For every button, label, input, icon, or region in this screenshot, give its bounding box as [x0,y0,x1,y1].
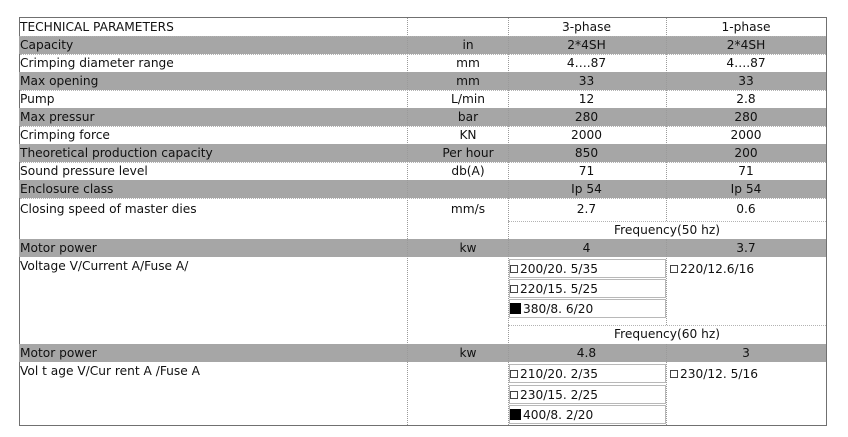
table-row [19,108,826,126]
row-unit: kw [459,346,477,360]
row-3-phase-value: 280 [574,110,599,124]
row-parameter: Max opening [20,74,99,88]
row-parameter: Motor power [20,241,97,255]
row-1-phase-value: Ip 54 [730,182,762,196]
row-parameter: Voltage V/Current A/Fuse A/ [20,259,189,273]
row-unit: KN [459,128,477,142]
row-parameter: Closing speed of master dies [20,202,197,216]
row-parameter: Crimping force [20,128,110,142]
option-label: 230/15. 2/25 [520,387,598,402]
option-label: 230/12. 5/16 [680,366,758,381]
motor-power-row-60hz [19,344,826,362]
checkbox-empty-icon [670,370,678,378]
row-parameter: Motor power [20,346,97,360]
checkbox-empty-icon [510,265,518,273]
voltage-option-3-phase[interactable] [509,279,666,298]
row-3-phase-value: 12 [578,92,595,106]
row-1-phase-value: 33 [738,74,754,88]
table-row [19,54,826,72]
row-divider [20,54,826,55]
row-3-phase-value: 2000 [570,128,603,142]
table-row [19,144,826,162]
column-divider [666,18,667,221]
checkbox-filled-icon [510,409,521,420]
row-divider [508,325,826,326]
row-1-phase-value: 2.8 [736,92,756,106]
row-3-phase-value: 33 [578,74,595,88]
table-row [19,36,826,54]
voltage-option-3-phase[interactable] [509,299,666,318]
header-parameter: TECHNICAL PARAMETERS [20,20,174,34]
row-1-phase-value: 2*4SH [726,38,766,52]
row-3-phase-value: 4 [582,241,591,255]
row-3-phase-value: 4….87 [566,56,607,70]
row-1-phase-value: 0.6 [736,202,756,216]
checkbox-filled-icon [510,303,521,314]
row-1-phase-value: 71 [738,164,754,178]
checkbox-empty-icon [510,285,518,293]
table-row [19,72,826,90]
option-label: 210/20. 2/35 [520,366,598,381]
checkbox-empty-icon [510,370,518,378]
voltage-option-3-phase[interactable] [509,259,666,278]
row-1-phase-value: 200 [734,146,758,160]
frequency-50hz-label: Frequency(50 hz) [614,223,720,237]
row-parameter: Vol t age V/Cur rent A /Fuse A [20,364,200,378]
row-3-phase-value: 2.7 [576,202,597,216]
row-3-phase-value: 2*4SH [567,38,606,52]
row-1-phase-value: 280 [734,110,758,124]
row-parameter: Max pressur [20,110,95,124]
row-unit: mm/s [450,202,486,216]
row-3-phase-value: 71 [578,164,595,178]
row-unit: mm [456,56,480,70]
motor-power-row-50hz [19,239,826,257]
row-3-phase-value: 850 [574,146,599,160]
column-divider [666,239,667,325]
row-unit: L/min [451,92,485,106]
column-divider [407,18,408,425]
row-divider [20,36,826,37]
option-label: 220/12.6/16 [680,261,755,276]
option-label: 220/15. 5/25 [520,281,598,296]
row-divider [20,126,826,127]
table-header-row [19,18,826,36]
row-parameter: Capacity [20,38,74,52]
row-1-phase-value: 4….87 [726,56,766,70]
voltage-option-3-phase[interactable] [509,364,666,383]
row-3-phase-value: Ip 54 [571,182,602,196]
row-divider [20,90,826,91]
row-divider [20,162,826,163]
header-1-phase: 1-phase [721,20,771,34]
row-1-phase-value: 3 [742,346,750,360]
row-unit: Per hour [442,146,494,160]
column-divider [666,344,667,425]
row-3-phase-value: 4.8 [576,346,597,360]
voltage-option-3-phase[interactable] [509,385,666,404]
table-row [19,90,826,108]
checkbox-empty-icon [670,265,678,273]
checkbox-empty-icon [510,391,518,399]
table-row [19,162,826,180]
row-1-phase-value: 3.7 [736,241,756,255]
row-unit: bar [457,110,479,124]
option-label: 200/20. 5/35 [520,261,598,276]
row-unit: in [462,38,474,52]
option-label: 400/8. 2/20 [523,407,594,422]
row-parameter: Theoretical production capacity [20,146,213,160]
voltage-option-1-phase[interactable] [670,259,820,278]
table-row [19,180,826,198]
table-row [19,198,826,220]
voltage-option-3-phase[interactable] [509,405,666,424]
frequency-60hz-label: Frequency(60 hz) [614,327,720,341]
row-parameter: Crimping diameter range [20,56,174,70]
row-unit: kw [459,241,477,255]
voltage-option-1-phase[interactable] [670,364,820,383]
table-row [19,126,826,144]
row-divider [508,221,826,222]
header-3-phase: 3-phase [562,20,611,34]
row-parameter: Sound pressure level [20,164,148,178]
row-unit: mm [456,74,480,88]
row-divider [20,198,826,199]
row-parameter: Pump [20,92,55,106]
row-1-phase-value: 2000 [730,128,762,142]
row-unit: db(A) [451,164,485,178]
option-label: 380/8. 6/20 [523,301,594,316]
row-parameter: Enclosure class [20,182,114,196]
